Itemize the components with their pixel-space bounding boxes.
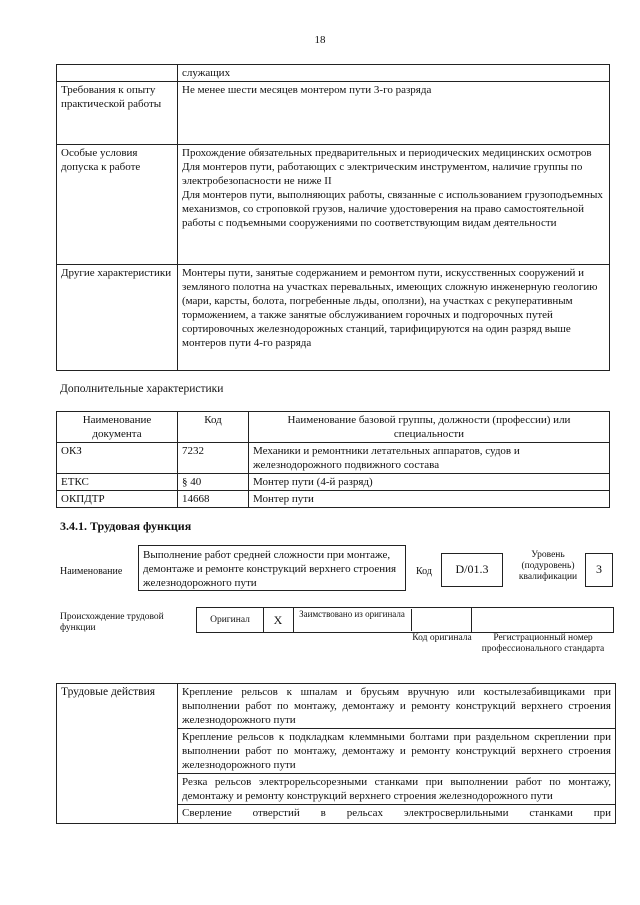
reg-caption: Регистрационный номер профессионального стандарта bbox=[481, 633, 605, 654]
additional-table bbox=[56, 411, 610, 508]
row-value: служащих bbox=[178, 65, 610, 82]
labor-action-item: Сверление отверстий в рельсах электросверлильными станками при bbox=[178, 805, 616, 824]
table-cell: 14668 bbox=[178, 491, 249, 508]
original-mark: X bbox=[263, 608, 294, 632]
table-row bbox=[57, 65, 610, 82]
code-label: Код bbox=[416, 566, 432, 577]
function-code: D/01.3 bbox=[441, 553, 503, 587]
labor-action-item: Крепление рельсов к шпалам и брусьям вручную или костылезабивщиками при выполнении работ по монтажу, демонтажу и ремонту конструкций верхнего строения железнодорожного пути bbox=[178, 684, 616, 729]
row-label: Требования к опыту практической работы bbox=[57, 82, 178, 145]
original-code-cell bbox=[411, 608, 472, 632]
column-header: Код bbox=[178, 412, 249, 443]
row-value: Не менее шести месяцев монтером пути 3-го разряда bbox=[178, 82, 610, 145]
table-cell: Монтер пути (4-й разряд) bbox=[249, 474, 610, 491]
table-row bbox=[57, 474, 610, 491]
function-name: Выполнение работ средней сложности при монтаже, демонтаже и ремонте конструкций верхнего строения железнодорожного пути bbox=[138, 545, 406, 591]
origin-label: Происхождение трудовой функции bbox=[60, 612, 164, 633]
table-row bbox=[57, 145, 610, 265]
labor-action-item: Резка рельсов электрорельсорезными станками при выполнении работ по монтажу, демонтажу и ремонту конструкций верхнего строения железнодорожного пути bbox=[178, 774, 616, 805]
table-cell: Механики и ремонтники летательных аппаратов, судов и железнодорожного подвижного состава bbox=[249, 443, 610, 474]
table-cell: § 40 bbox=[178, 474, 249, 491]
labor-actions-table bbox=[56, 683, 616, 824]
table-cell: Монтер пути bbox=[249, 491, 610, 508]
table-row bbox=[57, 82, 610, 145]
function-title: 3.4.1. Трудовая функция bbox=[60, 519, 192, 533]
table-row bbox=[57, 443, 610, 474]
level-label: Уровень (подуровень) квалификации bbox=[518, 550, 578, 582]
borrowed-label: Заимствовано из оригинала bbox=[293, 609, 412, 631]
table-header-row bbox=[57, 412, 610, 443]
page-number: 18 bbox=[314, 34, 326, 46]
table-row bbox=[57, 265, 610, 371]
row-value: Монтеры пути, занятые содержанием и ремонтом пути, искусственных сооружений и земляного полотна на участках перевальных, имеющих сложную инженерную геологию (мари, карсты, болота, погребенные льды, оползни), на участках с рекуперативным торможением, а также занятые обслуживанием горочных и подгорочных путей сортировочных железнодорожных станций, тарифицируются на один разряд выше монтеров пути 4-го разряда bbox=[178, 265, 610, 371]
row-label bbox=[57, 65, 178, 82]
labor-action-item: Крепление рельсов к подкладкам клеммными болтами при раздельном скреплении при выполнении работ по монтажу, демонтажу и ремонту конструкций верхнего строения железнодорожного пути bbox=[178, 729, 616, 774]
row-value: Прохождение обязательных предварительных и периодических медицинских осмотров Для монтеров пути, работающих с электрическим инструментом, наличие группы по электробезопасности не ниже II Для монтеров пути, выполняющих работы, связанные с использованием грузоподъемных механизмов, со строповкой грузов, наличие удостоверения на право самостоятельной работы с подъемными сооружениями по соответствующим видам деятельности bbox=[178, 145, 610, 265]
table-cell: 7232 bbox=[178, 443, 249, 474]
labor-actions-label: Трудовые действия bbox=[57, 684, 178, 824]
table-row bbox=[57, 491, 610, 508]
level-value: 3 bbox=[585, 553, 613, 587]
qualification-table bbox=[56, 64, 610, 371]
origin-box bbox=[196, 607, 614, 633]
row-label: Особые условия допуска к работе bbox=[57, 145, 178, 265]
original-label: Оригинал bbox=[197, 608, 264, 632]
table-row bbox=[57, 684, 616, 729]
column-header: Наименование документа bbox=[57, 412, 178, 443]
column-header: Наименование базовой группы, должности (профессии) или специальности bbox=[249, 412, 610, 443]
table-cell: ОКЗ bbox=[57, 443, 178, 474]
row-label: Другие характеристики bbox=[57, 265, 178, 371]
code-caption: Код оригинала bbox=[412, 633, 472, 643]
additional-caption: Дополнительные характеристики bbox=[60, 383, 224, 395]
reg-number-cell bbox=[471, 608, 613, 632]
table-cell: ОКПДТР bbox=[57, 491, 178, 508]
table-cell: ЕТКС bbox=[57, 474, 178, 491]
name-label: Наименование bbox=[60, 566, 123, 577]
